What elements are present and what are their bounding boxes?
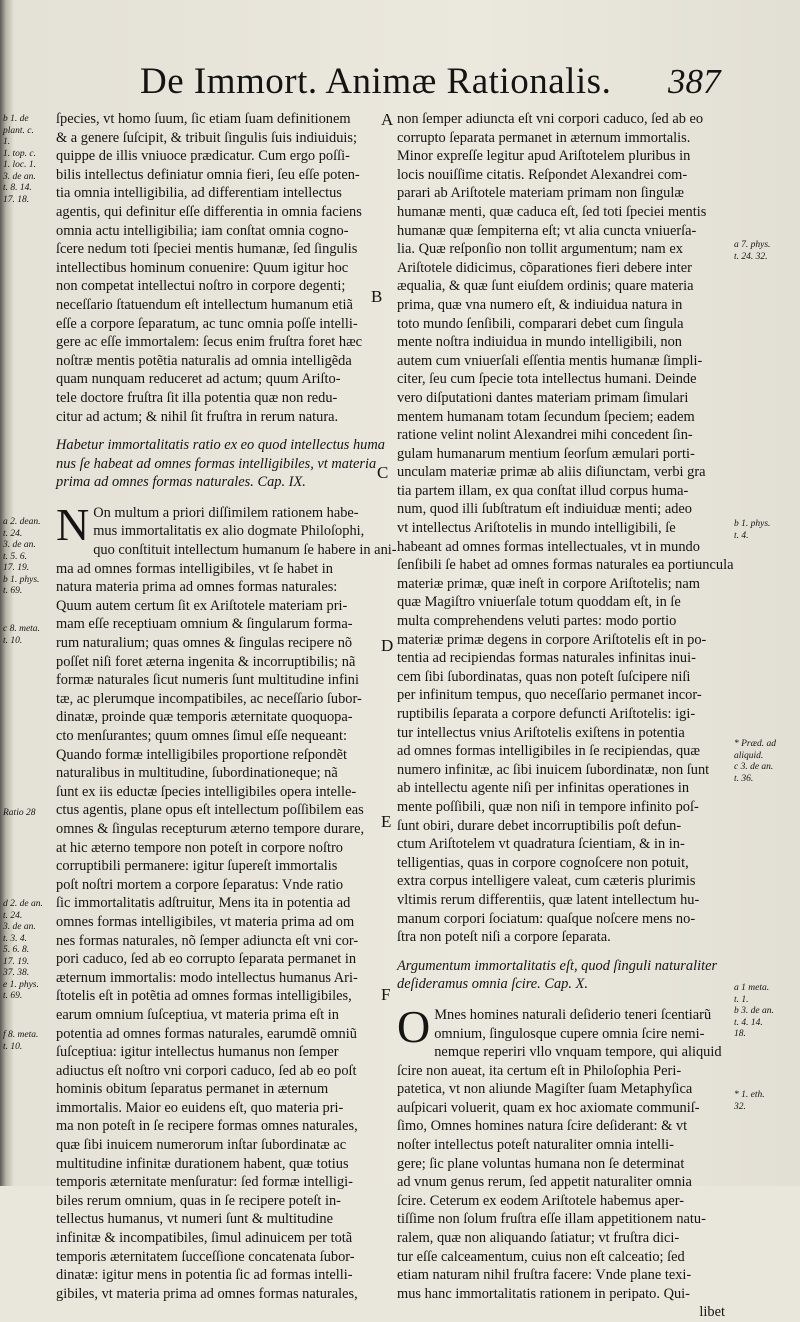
text-line: vltimis rerum differentiis, quæ latent intellectum hu- — [397, 891, 700, 908]
text-line: formæ naturales ſicut numeris ſunt multitudine infini — [56, 672, 359, 689]
text-line: multa comprehendens veluti partes: modo portio — [397, 613, 677, 630]
text-line: ſtotelis eſt in potẽtia ad omnes formas intelligibiles, — [56, 988, 352, 1005]
text-line: tæ, ac plerumque incompatibiles, ac neceſſario ſubor- — [56, 690, 362, 707]
left-column — [56, 110, 397, 1303]
margin-note-left-5: d 2. de an. t. 24. 3. de an. t. 3. 4. 5. 6. 8. 17. 19. 37. 38. e 1. phys. t. 69. — [3, 899, 43, 1001]
text-line: ma non poteſt in ſe recipere formas omnes naturales, — [56, 1118, 358, 1135]
text-line: quæ ſibi inuicem numerorum inſtar ſubordinatæ ac — [56, 1137, 347, 1154]
text-line: vero diſputationi dantes materiam primam ſimulari — [397, 389, 689, 406]
section-letter-f: F — [381, 985, 391, 1004]
text-line: pori caduco, ſed ab eo corrupto ſeparata permanet in — [56, 951, 357, 968]
margin-note-left-1: b 1. de plant. c. 1. 1. top. c. 1. loc. 1. 3. de an. t. 8. 14. 17. 18. — [3, 114, 36, 205]
text-line: ſuſceptiua: igitur intellectus humanus non ſemper — [56, 1044, 339, 1061]
margin-note-left-2: a 2. dean. t. 24. 3. de an. t. 5. 6. 17. 19. b 1. phys. t. 69. — [3, 517, 41, 596]
drop-cap: N — [56, 498, 90, 550]
margin-note-left-4: Ratio 28 — [3, 808, 36, 818]
text-line: at hic æterno tempore non poteſt in corpore noſtro — [56, 839, 343, 856]
text-line: dinatæ: igitur mens in potentia ſic ad formas intelli- — [56, 1267, 353, 1284]
text-line: ma ad omnes formas intelligibiles, vt ſe habet in — [56, 560, 333, 577]
text-line: gulam humanarum mentium ſeorſum æmulari porti- — [397, 445, 695, 462]
text-line: tur eſſe calceamentum, cuius non eſt calceatio; ſed — [397, 1248, 685, 1265]
text-line: ſimo, Omnes homines natura ſcire deſiderant: & vt — [397, 1118, 688, 1135]
text-line: hominis obitum ſeparatus permanet in æternum — [56, 1081, 329, 1098]
margin-note-right-3: * Præd. ad aliquid. c 3. de an. t. 36. — [734, 739, 776, 784]
text-line: quo conſtituit intellectum humanum ſe habere in ani- — [93, 542, 397, 559]
margin-note-right-2: b 1. phys. t. 4. — [734, 519, 771, 541]
text-line: tele doctore fruſtra ſit illa potentia quæ non redu- — [56, 389, 338, 406]
text-line: auſpicari voluerit, quam ex hoc axiomate communiſ- — [397, 1099, 700, 1116]
text-line: lia. Quæ reſponſio non tollit argumentum; nam ex — [397, 241, 683, 258]
text-line: etiam naturam nihil fruſtra facere: Vnde plane texi- — [397, 1267, 692, 1284]
text-line: Ariſtotele didicimus, cõparationes fieri debere inter — [397, 259, 692, 276]
text-line: ſtra non poteſt niſi a corpore ſeparata. — [397, 929, 611, 946]
left-paragraph-1 — [56, 110, 378, 426]
text-line: Quum autem certum ſit ex Ariſtotele materiam pri- — [56, 597, 348, 614]
text-line: habeant ad omnes formas intellectuales, vt in mundo — [397, 538, 700, 555]
text-line: omnes & ſingulas recepturum æterno tempore durare, — [56, 820, 365, 837]
text-line: mente noſtra indiuidua in mundo intelligibili, non — [397, 334, 682, 351]
text-line: ad vnum genus rerum, ſed appetit naturaliter omnia — [397, 1174, 692, 1191]
margin-note-right-4: a 1 meta. t. 1. b 3. de an. t. 4. 14. 18. — [734, 983, 774, 1039]
text-line: tia omnia intelligibilia, ad differentiam intellectus — [56, 185, 342, 202]
text-line: æqualia, & quæ ſunt eiuſdem ordinis; quare materia — [397, 278, 694, 295]
text-line: corruptibili permanere: igitur ſupereſt immortalis — [56, 858, 338, 875]
text-line: potentia ad omnes formas naturales, earumdẽ omniũ — [56, 1025, 357, 1042]
text-line: ſcire. Ceterum ex eodem Ariſtotele habemus aper- — [397, 1192, 685, 1209]
text-line: citer, ſeu cum ſpecie tota intellectus humani. Deinde — [397, 371, 697, 388]
text-line: noſter intellectus poteſt naturaliter omnia intelli- — [397, 1137, 674, 1154]
text-line: temporis æternitatem ſucceſſione concatenata ſubor- — [56, 1248, 355, 1265]
text-line: naturalibus in multitudine, ſubordinationeque; nã — [56, 765, 338, 782]
text-line: tentia ad recipiendas formas naturales infinitas inui- — [397, 650, 696, 667]
running-head: De Immort. Animæ Rationalis. — [140, 61, 612, 102]
chapter-heading-x — [397, 957, 725, 994]
section-letter-d: D — [381, 636, 394, 655]
text-line: tiſſime non ſolum fruſtra eſſe illam appetitionem natu- — [397, 1211, 706, 1228]
text-line: neceſſario ſtatuendum eſt intellectum humanum etiã — [56, 296, 353, 313]
text-line: tellectus humanus, vt numeri ſunt & multitudine — [56, 1211, 333, 1228]
text-line: omnes formas intelligibiles, vt materia prima ad om — [56, 913, 355, 930]
text-line: tia partem illam, ex qua conſtat illud corpus huma- — [397, 482, 689, 499]
text-line: unculam materiæ primæ ab aliis diſiunctam, verbi gra — [397, 464, 706, 481]
text-line: humanæ menti, quæ caduca eſt, ſed toti ſpeciei mentis — [397, 203, 707, 220]
text-line: locis nouiſſime citatis. Reſpondet Alexandrei com- — [397, 166, 688, 183]
margin-note-left-3: c 8. meta. t. 10. — [3, 624, 40, 646]
text-line: ſpecies, vt homo ſuum, ſic etiam ſuam definitionem — [56, 111, 351, 127]
section-letter-c: C — [377, 463, 389, 482]
text-line: noſtræ mentis potẽtia naturalis ad omnia intelligẽda — [56, 352, 352, 369]
text-line: omnium, ſingulosque cupere omnia ſcire nemi- — [434, 1025, 705, 1042]
text-line: dinatæ, proinde quæ temporis æternitate quoquopa- — [56, 709, 353, 726]
text-line: manum corpori ſociatum: quaſque noſcere mens no- — [397, 910, 696, 927]
text-line: mam eſſe receptiuam omnium & ſingularum forma- — [56, 616, 353, 633]
text-line: num, quod illi ſubſtratum eſt indiuiduæ menti; adeo — [397, 501, 692, 518]
text-line: intellectibus hominum conuenire: Quum igitur hoc — [56, 259, 349, 276]
section-letter-e: E — [381, 812, 392, 831]
text-line: biles rerum omnium, quas in ſe recipere poteſt in- — [56, 1192, 341, 1209]
right-paragraph-2 — [397, 1000, 725, 1322]
text-line: ſcire non aueat, ita certum eſt in Philoſophia Peri- — [397, 1062, 682, 1079]
chapter-heading-ix — [56, 436, 385, 492]
text-line: ſcere nedum toti ſpeciei mentis humanæ, ſed ſingulis — [56, 241, 358, 258]
text-line: quæ Magiſtro vniuerſale totum quoddam eſt, in ſe — [397, 594, 681, 611]
text-line: materiæ primæ, quæ ineſt in corpore Ariſtotelis; nam — [397, 575, 700, 592]
text-line: ctum Ariſtotelem vt quadratura ſcientiam, & in in- — [397, 836, 685, 853]
text-line: omnia actu intelligibilia; iam conſtat omnia cogno- — [56, 222, 349, 239]
text-line: earum omnium ſuſceptiua, vt materia prima eſt in — [56, 1006, 339, 1023]
text-line: ruptibilis ſeparata a corpore defuncti Ariſtotelis: igi- — [397, 706, 696, 722]
text-line: ad omnes formas intelligibiles in ſe recipiendas, quæ — [397, 743, 700, 760]
text-line: vt intellectus Ariſtotelis in mundo intelligibili, ſe — [397, 520, 676, 537]
catchword: libet — [699, 1304, 725, 1321]
text-line: quam nunquam reduceret ad actum; quum Ariſto- — [56, 371, 341, 388]
text-line: citur ad actum; & nihil ſit fruſtra in rerum natura. — [56, 408, 339, 425]
text-line: ſenſibili ſe habet ad omnes formas naturales ea portiuncula — [397, 557, 734, 574]
heading-line: deſideramus omnia ſcire. Cap. X. — [397, 976, 588, 993]
text-line: On multum a priori diſſimilem rationem habe- — [93, 504, 359, 521]
text-line: patetica, vt non aliunde Magiſter ſuam Metaphyſica — [397, 1081, 693, 1098]
text-line: autem cum vniuerſali eſſentia mentis humanæ ſimpli- — [397, 352, 703, 369]
text-line: adiuctus eſt noſtro vni corpori caduco, ſed ab eo poſt — [56, 1062, 357, 1079]
text-line: numero infinitæ, ac ſibi inuicem ſubordinatæ, non ſunt — [397, 761, 710, 778]
text-line: bilis intellectus definiatur omnia fieri, ſeu eſſe poten- — [56, 166, 360, 183]
text-line: mente poſſibili, quæ non niſi in tempore infinito poſ- — [397, 798, 699, 815]
page-number: 387 — [668, 62, 721, 101]
right-column — [397, 110, 734, 1322]
text-line: mus hanc immortalitatis rationem in peripato. Qui- — [397, 1285, 690, 1302]
text-line: prima, quæ vna numero eſt, & indiuidua natura in — [397, 296, 683, 313]
heading-line: Habetur immortalitatis ratio ex eo quod intellectus huma — [56, 437, 385, 454]
text-line: telligentias, quas in corpore cognoſcere non potuit, — [397, 854, 689, 871]
text-line: extra corpus intelligere valeat, cum cæteris plurimis — [397, 873, 696, 890]
text-line: multitudine infinitæ durationem habent, quæ totius — [56, 1155, 349, 1172]
text-line: natura materia prima ad omnes formas naturales: — [56, 579, 338, 596]
text-line: ab intellectu agente niſi per infinitas operationes in — [397, 780, 690, 797]
text-line: infinitæ & incompatibiles, ſimul adinuicem per totã — [56, 1230, 353, 1247]
text-line: Quando formæ intelligibiles proportione reſpondẽt — [56, 746, 347, 763]
text-line: temporis æternitate menſuratur: ſed formæ intelligi- — [56, 1174, 353, 1191]
text-line: non ſemper adiuncta eſt vni corpori caduco, ſed ab eo — [397, 111, 704, 127]
text-line: Minor expreſſe legitur apud Ariſtotelem pluribus in — [397, 148, 691, 165]
text-line: parari ab Ariſtotele materiam primam non ſingulæ — [397, 185, 684, 202]
right-paragraph-1 — [397, 110, 734, 947]
text-line: per infinitum tempus, quo neceſſario permanet incor- — [397, 687, 702, 704]
text-line: quippe de illis vniuoce prædicatur. Cum ergo poſſi- — [56, 148, 350, 165]
text-line: gere ac eſſe immortalem: ſecus enim fruſtra foret hæc — [56, 334, 363, 351]
text-line: eſſe a corpore ſeparatum, ac tunc omnia poſſe intelli- — [56, 315, 358, 332]
heading-line: nus ſe habeat ad omnes formas intelligibiles, vt materia — [56, 455, 377, 472]
drop-cap: O — [397, 1000, 431, 1052]
margin-note-right-1: a 7. phys. t. 24. 32. — [734, 240, 771, 262]
section-letter-a: A — [381, 110, 394, 129]
text-line: non competat intellectui noſtro in corpore degenti; — [56, 278, 346, 295]
section-letter-b: B — [371, 287, 383, 306]
text-line: & a genere ſuſcipit, & tribuit ſingulis ſuis indiuiduis; — [56, 129, 357, 146]
text-line: nes formas naturales, nõ ſemper adiuncta eſt vni cor- — [56, 932, 359, 949]
text-line: Mnes homines naturali deſiderio teneri ſcentiarũ — [434, 1006, 712, 1023]
text-line: humanæ quæ ſempiterna eſt; vt alia cuncta vniuerſa- — [397, 222, 697, 239]
text-line: poſt noſtri mortem a corpore ſeparatus: Vnde ratio — [56, 876, 344, 893]
text-line: agentis, qui definitur eſſe differentia in omnia faciens — [56, 203, 362, 220]
heading-line: Argumentum immortalitatis eſt, quod ſinguli naturaliter — [397, 957, 718, 974]
text-line: tur intellectus vnius Ariſtotelis exiſtens in potentia — [397, 724, 685, 741]
text-line: ctus agentis, plane opus eſt intellectum poſſibilem eas — [56, 802, 364, 819]
text-line: ſunt ex iis eductæ ſpecies intelligibiles opera intelle- — [56, 783, 357, 800]
text-line: ſunt obiri, durare debet incorruptibilis poſt defun- — [397, 817, 682, 834]
text-line: toto mundo ſenſibili, comparari debet cum ſingula — [397, 315, 684, 332]
margin-note-right-5: * 1. eth. 32. — [734, 1090, 765, 1112]
text-line: ralem, quæ non aliquando ſatiatur; vt fruſtra dici- — [397, 1230, 680, 1247]
text-line: ſic immortalitatis adſtruitur, Mens ita in potentia ad — [56, 895, 351, 912]
text-line: nemque reperiri vllo vnquam tempore, qui aliquid — [434, 1044, 722, 1061]
text-line: immortalis. Maior eo euidens eſt, quo materia pri- — [56, 1099, 344, 1116]
text-line: mentem humanam totam ſecundum ſpeciem; eadem — [397, 408, 695, 425]
text-line: poſſet niſi foret æterna ingenita & incorruptibilis; nã — [56, 653, 356, 670]
text-line: cem ſibi ſubordinatas, quas non poteſt ſuſcipere niſi — [397, 668, 691, 685]
text-line: corrupto ſeparata permanet in æternum immortalis. — [397, 129, 691, 146]
text-line: gere; ſic plane voluntas humana non ſe determinat — [397, 1155, 685, 1172]
text-line: gibiles, vt materia prima ad omnes formas naturales, — [56, 1285, 358, 1302]
text-line: mus immortalitatis ex alio dogmate Philoſophi, — [93, 523, 365, 540]
text-line: rum naturalium; quas omnes & ſingulas recipere nõ — [56, 635, 353, 652]
text-line: cto menſurantes; quum omnes ſimul eſſe nequeant: — [56, 728, 347, 744]
text-line: materiæ primæ degens in corpore Ariſtotelis eſt in po- — [397, 631, 707, 648]
margin-note-left-6: f 8. meta. t. 10. — [3, 1030, 39, 1052]
heading-line: prima ad omnes formas naturales. Cap. IX. — [56, 474, 306, 491]
text-line: ratione velint nolint Alexandrei mihi concedent ſin- — [397, 427, 693, 444]
text-line: æternum immortalis: modo intellectus humanus Ari- — [56, 969, 358, 986]
left-paragraph-2 — [56, 498, 397, 1304]
